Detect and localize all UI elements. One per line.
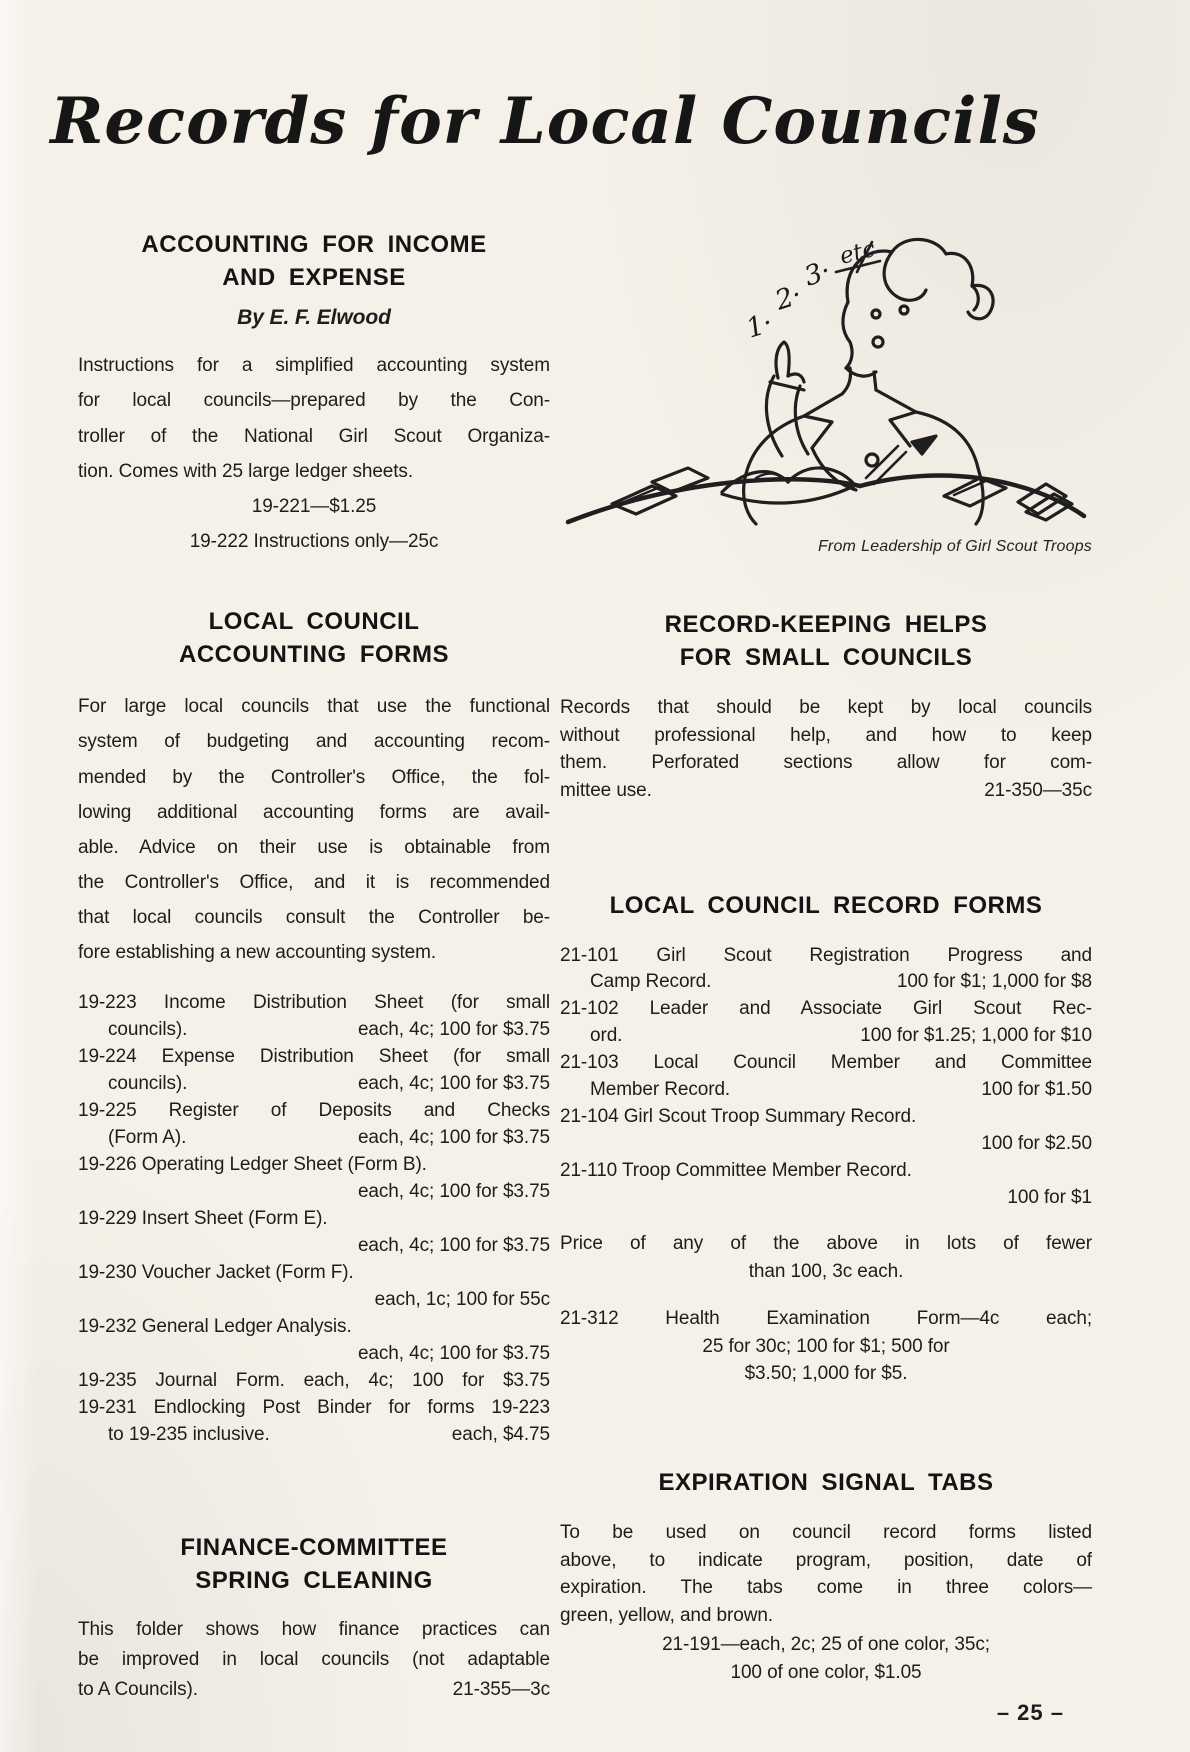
text-line: LOCAL COUNCIL RECORD FORMS	[609, 892, 1043, 920]
text-line: 21-102 Leader and Associate Girl Scout Rec-	[560, 998, 1092, 1020]
text-line: that local councils consult the Controller be-	[78, 907, 550, 929]
page-number: – 25 –	[996, 1700, 1064, 1725]
text-line: system of budgeting and accounting recom-	[78, 731, 550, 753]
text-line: ACCOUNTING FOR INCOME	[141, 231, 487, 258]
section-record-keeping-helps	[560, 608, 1092, 804]
text-line	[78, 1125, 550, 1152]
text-line: able. Advice on their use is obtainable from	[78, 836, 550, 858]
section-body	[78, 348, 550, 489]
section-heading	[78, 228, 550, 294]
councilwoman-illustration	[560, 206, 1092, 536]
illustration-annotation: 1·	[742, 307, 777, 345]
section-accounting-forms	[78, 605, 550, 1449]
price-lines	[78, 489, 550, 559]
catalog-item	[78, 1314, 550, 1368]
text-line: This folder shows how finance practices can	[78, 1619, 550, 1641]
section-heading	[560, 1466, 1092, 1499]
form-item-list	[560, 943, 1092, 1213]
text-line: for local councils—prepared by the Con-	[78, 390, 550, 412]
text-line: FINANCE-COMMITTEE	[180, 1533, 448, 1561]
line-price: each, 4c; 100 for $3.75	[357, 1343, 550, 1364]
section-body	[78, 689, 550, 970]
text-line: 21-312 Health Examination Form—4c each;	[560, 1308, 1092, 1330]
text-line: troller of the National Girl Scout Organiza-	[78, 425, 550, 447]
line-price: 100 for $1.50	[981, 1079, 1092, 1101]
text-line	[560, 1185, 1092, 1212]
catalog-item	[78, 1368, 550, 1395]
illustration-annotation: etc	[837, 236, 878, 270]
line-price: each, 1c; 100 for 55c	[374, 1289, 550, 1311]
section-illustration	[560, 206, 1092, 556]
text-line	[78, 1422, 550, 1449]
text-line: above, to indicate program, position, date of	[560, 1549, 1092, 1571]
section-expiration-tabs	[560, 1466, 1092, 1686]
catalog-item	[78, 990, 550, 1044]
text-line: SPRING CLEANING	[195, 1566, 433, 1594]
text-line: the Controller's Office, and it is recommended	[78, 871, 550, 893]
text-line: 19-232 General Ledger Analysis.	[78, 1316, 352, 1338]
text-line: 100 of one color, $1.05	[730, 1661, 922, 1683]
line-price: 21-355—3c	[452, 1679, 550, 1701]
text-line: To be used on council record forms listed	[560, 1522, 1092, 1544]
price-lines	[560, 1631, 1092, 1686]
text-line: 21-110 Troop Committee Member Record.	[560, 1160, 912, 1182]
line-text: to A Councils).	[78, 1679, 198, 1701]
text-line: be improved in local councils (not adaptable	[78, 1649, 550, 1671]
text-line: 19-230 Voucher Jacket (Form F).	[78, 1262, 354, 1284]
text-line: 19-225 Register of Deposits and Checks	[78, 1100, 550, 1122]
text-line	[78, 1179, 550, 1206]
line-price: each, 4c; 100 for $3.75	[357, 1181, 550, 1203]
text-line: Instructions for a simplified accounting system	[78, 355, 550, 377]
line-text: (Form A).	[108, 1127, 187, 1149]
catalog-item	[78, 1044, 550, 1098]
line-text: ord.	[590, 1025, 623, 1047]
catalog-item	[78, 1152, 550, 1206]
text-line: 19-222 Instructions only—25c	[189, 530, 439, 552]
catalog-item	[560, 996, 1092, 1050]
text-line: lowing additional accounting forms are avail-	[78, 801, 550, 823]
text-line: ACCOUNTING FORMS	[179, 641, 449, 669]
text-line: LOCAL COUNCIL	[208, 608, 420, 636]
line-text: to 19-235 inclusive.	[108, 1423, 270, 1445]
illustration-caption	[560, 538, 1092, 556]
text-line	[78, 1675, 550, 1705]
section-finance-committee	[78, 1531, 550, 1705]
line-text: Camp Record.	[590, 971, 712, 993]
text-line: 19-231 Endlocking Post Binder for forms 19-223	[78, 1396, 550, 1418]
line-price: 100 for $1	[1007, 1187, 1092, 1209]
form-item-list	[78, 990, 550, 1448]
text-line: Price of any of the above in lots of fewer	[560, 1233, 1092, 1255]
text-line: 19-235 Journal Form. each, 4c; 100 for $3.75	[78, 1369, 550, 1391]
text-line: Records that should be kept by local councils	[560, 697, 1092, 719]
text-line: 19-221—$1.25	[251, 495, 377, 517]
text-line: tion. Comes with 25 large ledger sheets.	[78, 460, 414, 482]
illustration-annotation: 3·	[800, 255, 835, 293]
byline: By E. F. Elwood	[237, 306, 391, 330]
caption-prefix: From	[817, 538, 857, 555]
text-line: EXPIRATION SIGNAL TABS	[658, 1468, 994, 1496]
text-line: them. Perforated sections allow for com-	[560, 752, 1092, 774]
text-line	[560, 777, 1092, 805]
section-accounting-income-expense	[78, 228, 550, 559]
text-line: 19-229 Insert Sheet (Form E).	[78, 1208, 328, 1230]
text-line: FOR SMALL COUNCILS	[679, 644, 973, 672]
line-text: mittee use.	[560, 779, 652, 801]
text-line	[78, 1233, 550, 1260]
text-line: RECORD-KEEPING HELPS	[664, 611, 988, 638]
text-line	[560, 969, 1092, 996]
right-column	[560, 206, 1092, 1686]
line-price: each, $4.75	[451, 1423, 550, 1445]
line-text: councils).	[108, 1073, 188, 1095]
text-line: without professional help, and how to keep	[560, 724, 1092, 746]
line-price: each, 4c; 100 for $3.75	[357, 1019, 550, 1041]
section-body	[560, 694, 1092, 804]
text-line: AND EXPENSE	[222, 264, 406, 292]
section-body	[78, 1615, 550, 1705]
text-line	[78, 1341, 550, 1368]
health-form-item	[560, 1305, 1092, 1388]
text-line: 25 for 30c; 100 for $1; 500 for	[702, 1335, 950, 1357]
catalog-item	[560, 1050, 1092, 1104]
line-price: 21-350—35c	[984, 779, 1092, 801]
catalog-item	[560, 1104, 1092, 1158]
text-line: than 100, 3c each.	[748, 1260, 904, 1282]
text-line: 19-224 Expense Distribution Sheet (for small	[78, 1046, 550, 1068]
catalog-item	[560, 1158, 1092, 1212]
section-heading	[560, 608, 1092, 674]
text-line: expiration. The tabs come in three colors—	[560, 1577, 1092, 1599]
text-line: mended by the Controller's Office, the fol-	[78, 766, 550, 788]
text-line	[78, 1287, 550, 1314]
text-line: 19-223 Income Distribution Sheet (for small	[78, 992, 550, 1014]
line-price: 100 for $2.50	[981, 1133, 1092, 1155]
catalog-item	[560, 943, 1092, 997]
text-line	[560, 1077, 1092, 1104]
text-line: For large local councils that use the functional	[78, 696, 550, 718]
line-price: each, 4c; 100 for $3.75	[357, 1073, 550, 1095]
text-line	[560, 1131, 1092, 1158]
caption-book-title: Leadership of Girl Scout Troops	[861, 538, 1092, 555]
price-note	[560, 1230, 1092, 1285]
section-body	[560, 1519, 1092, 1629]
text-line: green, yellow, and brown.	[560, 1604, 773, 1626]
text-line: 21-104 Girl Scout Troop Summary Record.	[560, 1106, 917, 1128]
line-price: 100 for $1; 1,000 for $8	[896, 971, 1092, 993]
section-heading	[560, 889, 1092, 922]
line-price: each, 4c; 100 for $3.75	[357, 1235, 550, 1257]
catalog-item	[78, 1395, 550, 1449]
illustration-annotation: 2·	[771, 279, 806, 317]
catalog-item	[78, 1098, 550, 1152]
left-column	[78, 228, 550, 1705]
section-record-forms	[560, 889, 1092, 1388]
catalog-item	[78, 1260, 550, 1314]
text-line: 19-226 Operating Ledger Sheet (Form B).	[78, 1154, 427, 1176]
line-text: councils).	[108, 1019, 188, 1041]
text-line	[78, 1071, 550, 1098]
section-heading	[78, 605, 550, 671]
text-line: 21-191—each, 2c; 25 of one color, 35c;	[662, 1634, 990, 1656]
text-line: 21-101 Girl Scout Registration Progress and	[560, 944, 1092, 966]
section-heading	[78, 1531, 550, 1597]
line-price: 100 for $1.25; 1,000 for $10	[860, 1025, 1092, 1047]
text-line	[78, 1017, 550, 1044]
line-price: each, 4c; 100 for $3.75	[357, 1127, 550, 1149]
text-line: fore establishing a new accounting system.	[78, 942, 437, 964]
catalog-item	[78, 1206, 550, 1260]
text-line: $3.50; 1,000 for $5.	[744, 1363, 908, 1385]
text-line: 21-103 Local Council Member and Committee	[560, 1052, 1092, 1074]
line-text: Member Record.	[590, 1079, 731, 1101]
text-line	[560, 1023, 1092, 1050]
counting-annotation	[743, 236, 878, 345]
page-title: Records for Local Councils	[50, 84, 1040, 159]
